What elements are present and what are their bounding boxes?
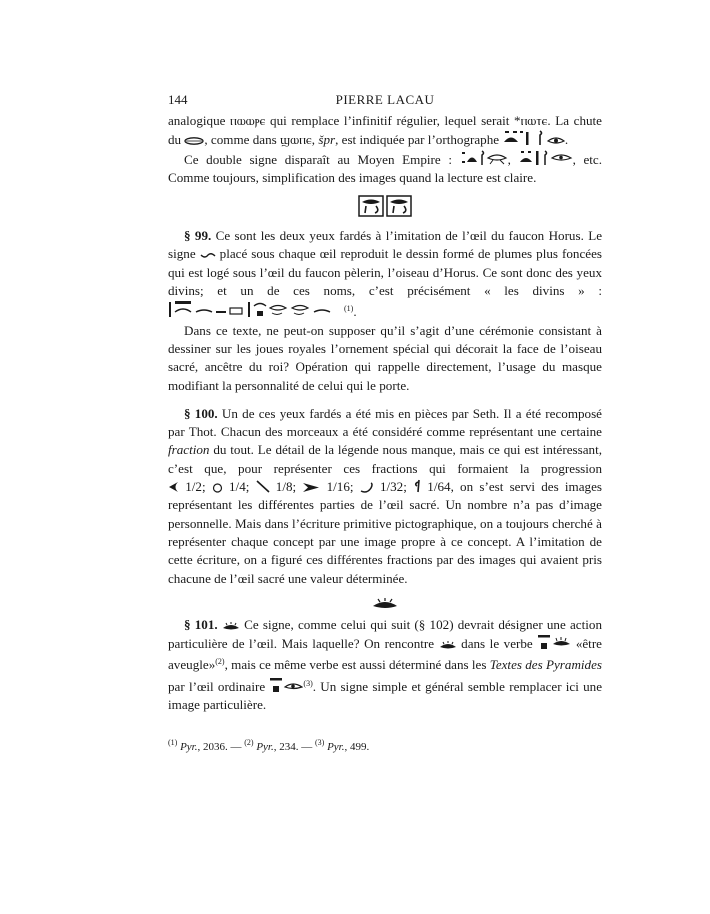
footnote-marker: (3) <box>315 738 325 748</box>
section-number: § 101. <box>184 616 218 632</box>
text: , comme dans <box>204 132 281 148</box>
footnote-ref[interactable]: (3) <box>303 678 313 688</box>
page-number: 144 <box>168 92 188 107</box>
weeping-eye-icon <box>371 598 399 612</box>
eye-hieroglyph-icon <box>547 136 565 146</box>
footnotes <box>168 736 602 754</box>
coptic-word: ⲡⲱⲱⲣⲉ <box>230 113 266 128</box>
fraction-value: 1/64, <box>421 479 454 495</box>
reed-hieroglyph-icon <box>536 130 544 146</box>
ordinary-eye-hieroglyph-group-icon <box>269 677 303 693</box>
footnote-source: Pyr. <box>256 741 274 754</box>
text: . <box>353 304 357 320</box>
eye-fraction-half-icon <box>168 481 179 493</box>
paragraph-middle-kingdom <box>168 150 602 188</box>
footnote-ref[interactable]: (1) <box>344 304 354 314</box>
text: Ce sont les deux yeux fardés à l’imitation de l’œil du faucon Horus. Le signe <box>168 228 603 262</box>
text: Ce signe, comme celui qui suit (§ 102) devrait désigner une action particulière de l’œil. Mais laquelle? On rencontre <box>168 616 602 652</box>
spr-verb-hieroglyph-group-icon <box>537 634 571 650</box>
text: analogique <box>168 113 231 128</box>
footnote-marker: (1) <box>168 738 178 748</box>
section-number: § 100. <box>184 405 218 421</box>
text: , mais ce même verbe est aussi déterminé dans les <box>224 657 490 673</box>
section-99-paragraph-2: Dans ce texte, ne peut-on supposer qu’il s’agit d’une cérémonie consistant à dessiner sur les joues royales l’ornement spécial qui décorait la face de l’oiseau sacré, ancêtre du roi? Opération qui rappelle directement, l’usage du masque modifiant la personnalité de celui qui le porte. <box>168 322 602 393</box>
two-painted-eyes-icon <box>357 193 413 219</box>
fraction-value: 1/8; <box>269 479 303 495</box>
paragraph-continuation: analogique ⲡⲱⲱⲣⲉ qui remplace l’infinitif régulier, lequel serait *ⲡⲱⲧⲉ. La chute du , comme dans ϣⲱⲡⲉ, špr, est indiquée par l’orthographe . <box>168 113 602 148</box>
section-ornament <box>168 187 602 227</box>
paragraph-gap <box>168 395 602 405</box>
footnote-text: , 2036. — <box>197 741 245 754</box>
text: placé sous chaque œil reproduit le dessin formé de plumes plus foncées qui est logé sous l’œil du faucon pèlerin, l’oiseau d’Horus. Ce sont donc des yeux divins; et un de ces noms, c’est précisément « les divins » : <box>168 246 602 299</box>
text: par l’œil ordinaire <box>168 678 270 694</box>
eye-fraction-quarter-icon <box>212 482 223 493</box>
page <box>168 92 602 754</box>
fraction-value: 1/32; <box>373 479 414 495</box>
footnote-ref[interactable]: (2) <box>215 657 225 667</box>
text: qui remplace l’infinitif régulier, lequel serait * <box>265 113 521 128</box>
footnote-source: Pyr. <box>180 741 198 754</box>
eye-fraction-sixteenth-icon <box>302 482 320 493</box>
fraction-value: 1/16; <box>320 479 360 495</box>
hieroglyph-group-icon <box>519 150 573 166</box>
text: dans le verbe <box>456 636 538 652</box>
section-101-paragraph <box>168 616 602 714</box>
footnote-text: , 499. <box>344 741 370 754</box>
footnote-source: Pyr. <box>327 741 345 754</box>
eye-fraction-eighth-icon <box>256 480 270 493</box>
text: , etc. Comme toujours, simplification des images quand la lecture est claire. <box>168 151 603 185</box>
footnote-text: , 234. — <box>273 741 315 754</box>
falcon-marking-hieroglyph-icon <box>200 252 216 260</box>
section-ornament <box>168 588 602 616</box>
emphasis: Textes des Pyramides <box>489 657 602 673</box>
divine-names-hieroglyph-group-icon <box>168 300 344 318</box>
text: . Un signe simple et général semble remplacer ici une image particulière. <box>168 678 603 713</box>
text: , <box>507 151 519 167</box>
text: du tout. Le détail de la légende nous manque, mais ce qui est intéressant, c’est que, pour représenter ces fractions qui formaient la progression <box>168 442 602 476</box>
fraction-value: 1/4; <box>222 479 256 495</box>
fraction-value: 1/2; <box>179 479 212 495</box>
coptic-word: ϣⲱⲡⲉ <box>280 132 312 148</box>
eye-fraction-thirty-second-icon <box>360 482 374 493</box>
running-header <box>168 92 602 112</box>
section-number: § 99. <box>184 228 212 244</box>
emphasis: fraction <box>168 442 210 458</box>
coptic-word: ⲡⲱⲧⲉ <box>520 113 548 128</box>
weeping-eye-hieroglyph-icon <box>439 641 457 650</box>
weeping-eye-hieroglyph-icon <box>222 622 240 631</box>
transliteration: špr <box>318 132 336 148</box>
text: «être aveugle» <box>168 636 602 673</box>
eye-fraction-sixty-fourth-icon <box>413 479 421 493</box>
text: . La chute du <box>168 113 602 148</box>
running-title: PIERRE LACAU <box>335 92 435 107</box>
text: Ce double signe disparaît au Moyen Empire : <box>184 151 460 167</box>
hieroglyph-group-icon <box>460 150 508 166</box>
text: , est indiquée par l’orthographe <box>335 132 503 148</box>
spr-hieroglyph-group-icon <box>502 130 532 146</box>
section-99-paragraph <box>168 227 602 321</box>
section-100-paragraph <box>168 405 602 588</box>
text: on s’est servi des images représentant les différentes parties de l’œil sacré. Un nombre n’a pas d’image personnelle. Mais dans l’écriture primitive pictographique, on a toujours cherché à représenter chaque concept par une image propre à ce concept. A l’imitation de cette écriture, on a figuré ces différentes fractions par des images qui avaient pris chacune de l’œil sacré une valeur déterminée. <box>168 479 602 586</box>
text: Un de ces yeux fardés a été mis en pièces par Seth. Il a été recomposé par Thot. Chacun des morceaux a été considéré comme représentant une certaine <box>168 405 602 440</box>
footnote-marker: (2) <box>244 738 254 748</box>
text: , <box>311 132 319 148</box>
mouth-hieroglyph-icon <box>184 136 204 146</box>
